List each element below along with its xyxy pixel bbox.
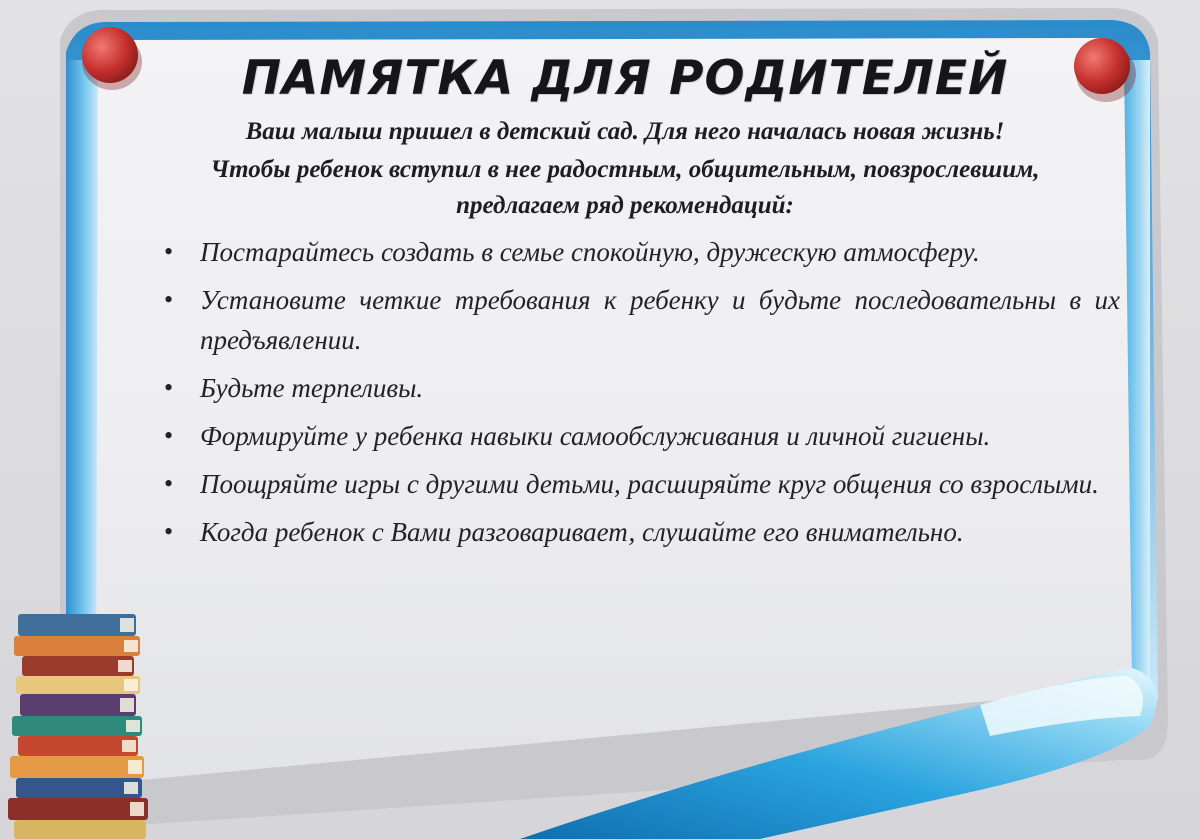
book-stack-icon [8,614,148,839]
bullet-icon: • [164,237,174,267]
list-item [130,416,1120,456]
list-item [130,368,1120,408]
recommendation-text: Постарайтесь создать в семье спокойную, дружескую атмосферу. [200,237,980,268]
recommendation-text: Установите четкие требования к ребенку и будьте последовательны в их предъявлении. [200,285,1120,356]
notice-title: ПАМЯТКА ДЛЯ РОДИТЕЛЕЙ [241,51,1009,106]
list-item [130,280,1120,360]
recommendation-text: Когда ребенок с Вами разговаривает, слушайте его внимательно. [200,517,964,548]
bullet-icon: • [164,421,174,451]
bullet-icon: • [164,373,174,403]
bullet-icon: • [164,469,174,499]
notice-content [130,52,1120,560]
bullet-icon: • [164,285,174,315]
list-item [130,512,1120,552]
recommendation-text: Формируйте у ребенка навыки самообслуживания и личной гигиены. [200,421,991,452]
bullet-icon: • [164,517,174,547]
intro-line-1: Ваш малыш пришел в детский сад. Для него началась новая жизнь! [245,118,1005,146]
recommendations-list [130,232,1120,552]
recommendation-text: Будьте терпеливы. [200,373,424,404]
recommendation-text: Поощряйте игры с другими детьми, расширяйте круг общения со взрослыми. [200,469,1099,500]
intro-line-2: Чтобы ребенок вступил в нее радостным, общительным, повзрослевшим, предлагаем ряд рекомендаций: [210,156,1040,220]
list-item [130,464,1120,504]
list-item [130,232,1120,272]
